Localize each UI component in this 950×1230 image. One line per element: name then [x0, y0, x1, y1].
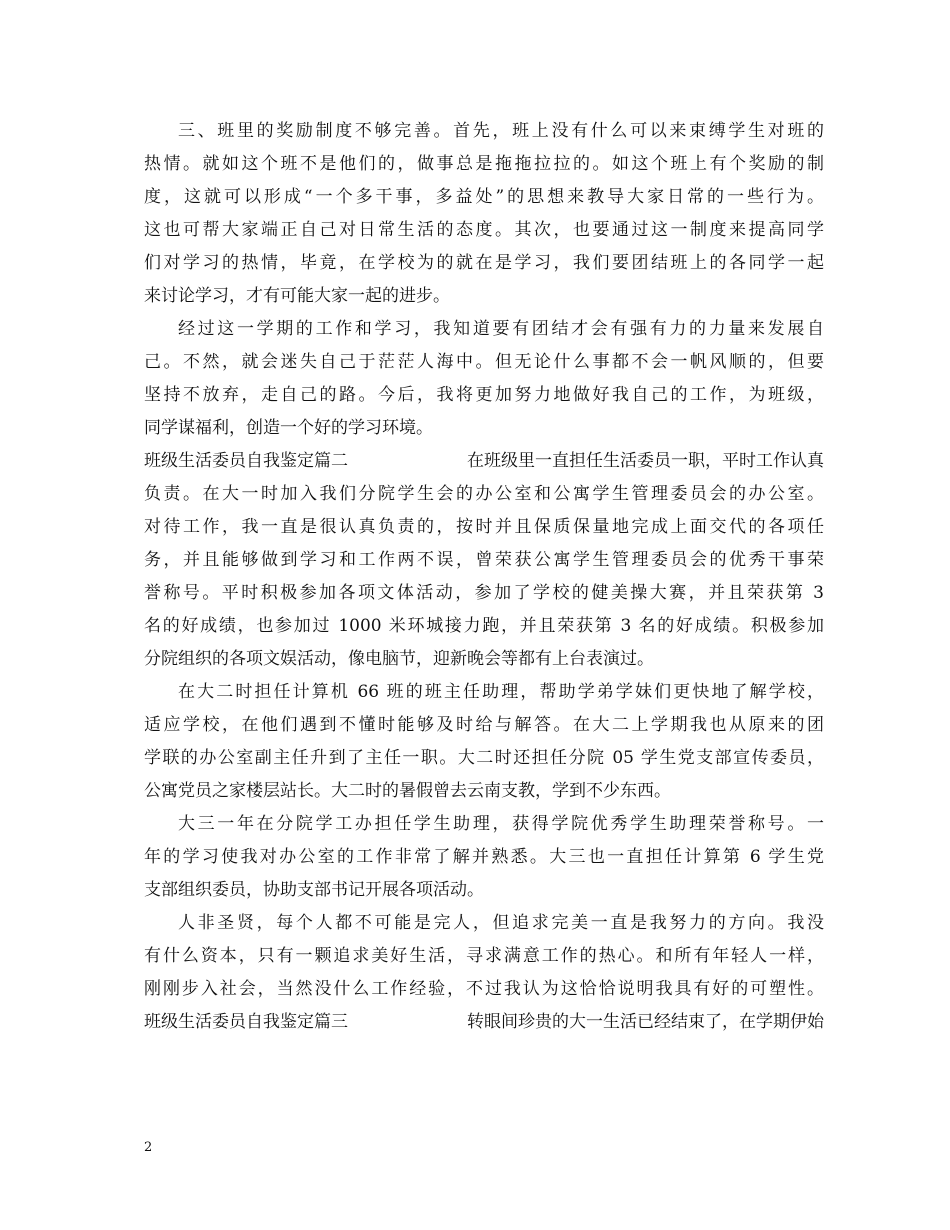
text-line: 有什么资本，只有一颗追求美好生活，寻求满意工作的热心。和所有年轻人一样，: [144, 946, 824, 966]
text-line: 在大二时担任计算机 66 班的班主任助理，帮助学弟学妹们更快地了解学校，: [178, 682, 824, 702]
text-line: 适应学校，在他们遇到不懂时能够及时给与解答。在大二上学期我也从原来的团: [144, 715, 824, 735]
text-line: 大三一年在分院学工办担任学生助理，获得学院优秀学生助理荣誉称号。一: [178, 814, 824, 834]
text-line: 务，并且能够做到学习和工作两不误，曾荣获公寓学生管理委员会的优秀干事荣: [144, 550, 824, 570]
text-line: 三、班里的奖励制度不够完善。首先，班上没有什么可以来束缚学生对班的: [178, 121, 824, 141]
text-line: 支部组织委员，协助支部书记开展各项活动。: [144, 880, 484, 900]
text-line: 在班级里一直担任生活委员一职，平时工作认真: [467, 451, 824, 471]
text-line: 度，这就可以形成“一个多干事，多益处”的思想来教导大家日常的一些行为。: [144, 187, 824, 207]
text-line: 年的学习使我对办公室的工作非常了解并熟悉。大三也一直担任计算第 6 学生党: [144, 847, 824, 867]
text-line: 转眼间珍贵的大一生活已经结束了，在学期伊始: [467, 1012, 824, 1032]
text-line: 同学谋福利，创造一个好的学习环境。: [144, 418, 433, 438]
text-line: 誉称号。平时积极参加各项文体活动，参加了学校的健美操大赛，并且荣获第 3: [144, 583, 824, 603]
text-line: 刚刚步入社会，当然没什么工作经验，不过我认为这恰恰说明我具有好的可塑性。: [144, 979, 824, 999]
text-line: 学联的办公室副主任升到了主任一职。大二时还担任分院 05 学生党支部宣传委员，: [144, 748, 824, 768]
page-number: 2: [144, 1140, 153, 1155]
text-line: 们对学习的热情，毕竟，在学校为的就在是学习，我们要团结班上的各同学一起: [144, 253, 824, 273]
section-heading: 班级生活委员自我鉴定篇二: [144, 451, 348, 471]
text-line: 名的好成绩，也参加过 1000 米环城接力跑，并且荣获第 3 名的好成绩。积极参加: [144, 616, 824, 636]
text-line: 经过这一学期的工作和学习，我知道要有团结才会有强有力的力量来发展自: [178, 319, 824, 339]
text-line: 己。不然，就会迷失自己于茫茫人海中。但无论什么事都不会一帆风顺的，但要: [144, 352, 824, 372]
text-line: 来讨论学习，才有可能大家一起的进步。: [144, 286, 450, 306]
section-heading-line: [144, 450, 824, 472]
text-line: 坚持不放弃，走自己的路。今后，我将更加努力地做好我自己的工作，为班级，: [144, 385, 824, 405]
text-line: 人非圣贤，每个人都不可能是完人，但追求完美一直是我努力的方向。我没: [178, 913, 824, 933]
text-line: 公寓党员之家楼层站长。大二时的暑假曾去云南支教，学到不少东西。: [144, 781, 671, 801]
section-heading: 班级生活委员自我鉴定篇三: [144, 1012, 348, 1032]
section-heading-line: [144, 1011, 824, 1033]
text-line: 这也可帮大家端正自己对日常生活的态度。其次，也要通过这一制度来提高同学: [144, 220, 824, 240]
text-line: 负责。在大一时加入我们分院学生会的办公室和公寓学生管理委员会的办公室。: [144, 484, 824, 504]
text-line: 热情。就如这个班不是他们的，做事总是拖拖拉拉的。如这个班上有个奖励的制: [144, 154, 824, 174]
text-line: 对待工作，我一直是很认真负责的，按时并且保质保量地完成上面交代的各项任: [144, 517, 824, 537]
text-line: 分院组织的各项文娱活动，像电脑节，迎新晚会等都有上台表演过。: [144, 649, 654, 669]
